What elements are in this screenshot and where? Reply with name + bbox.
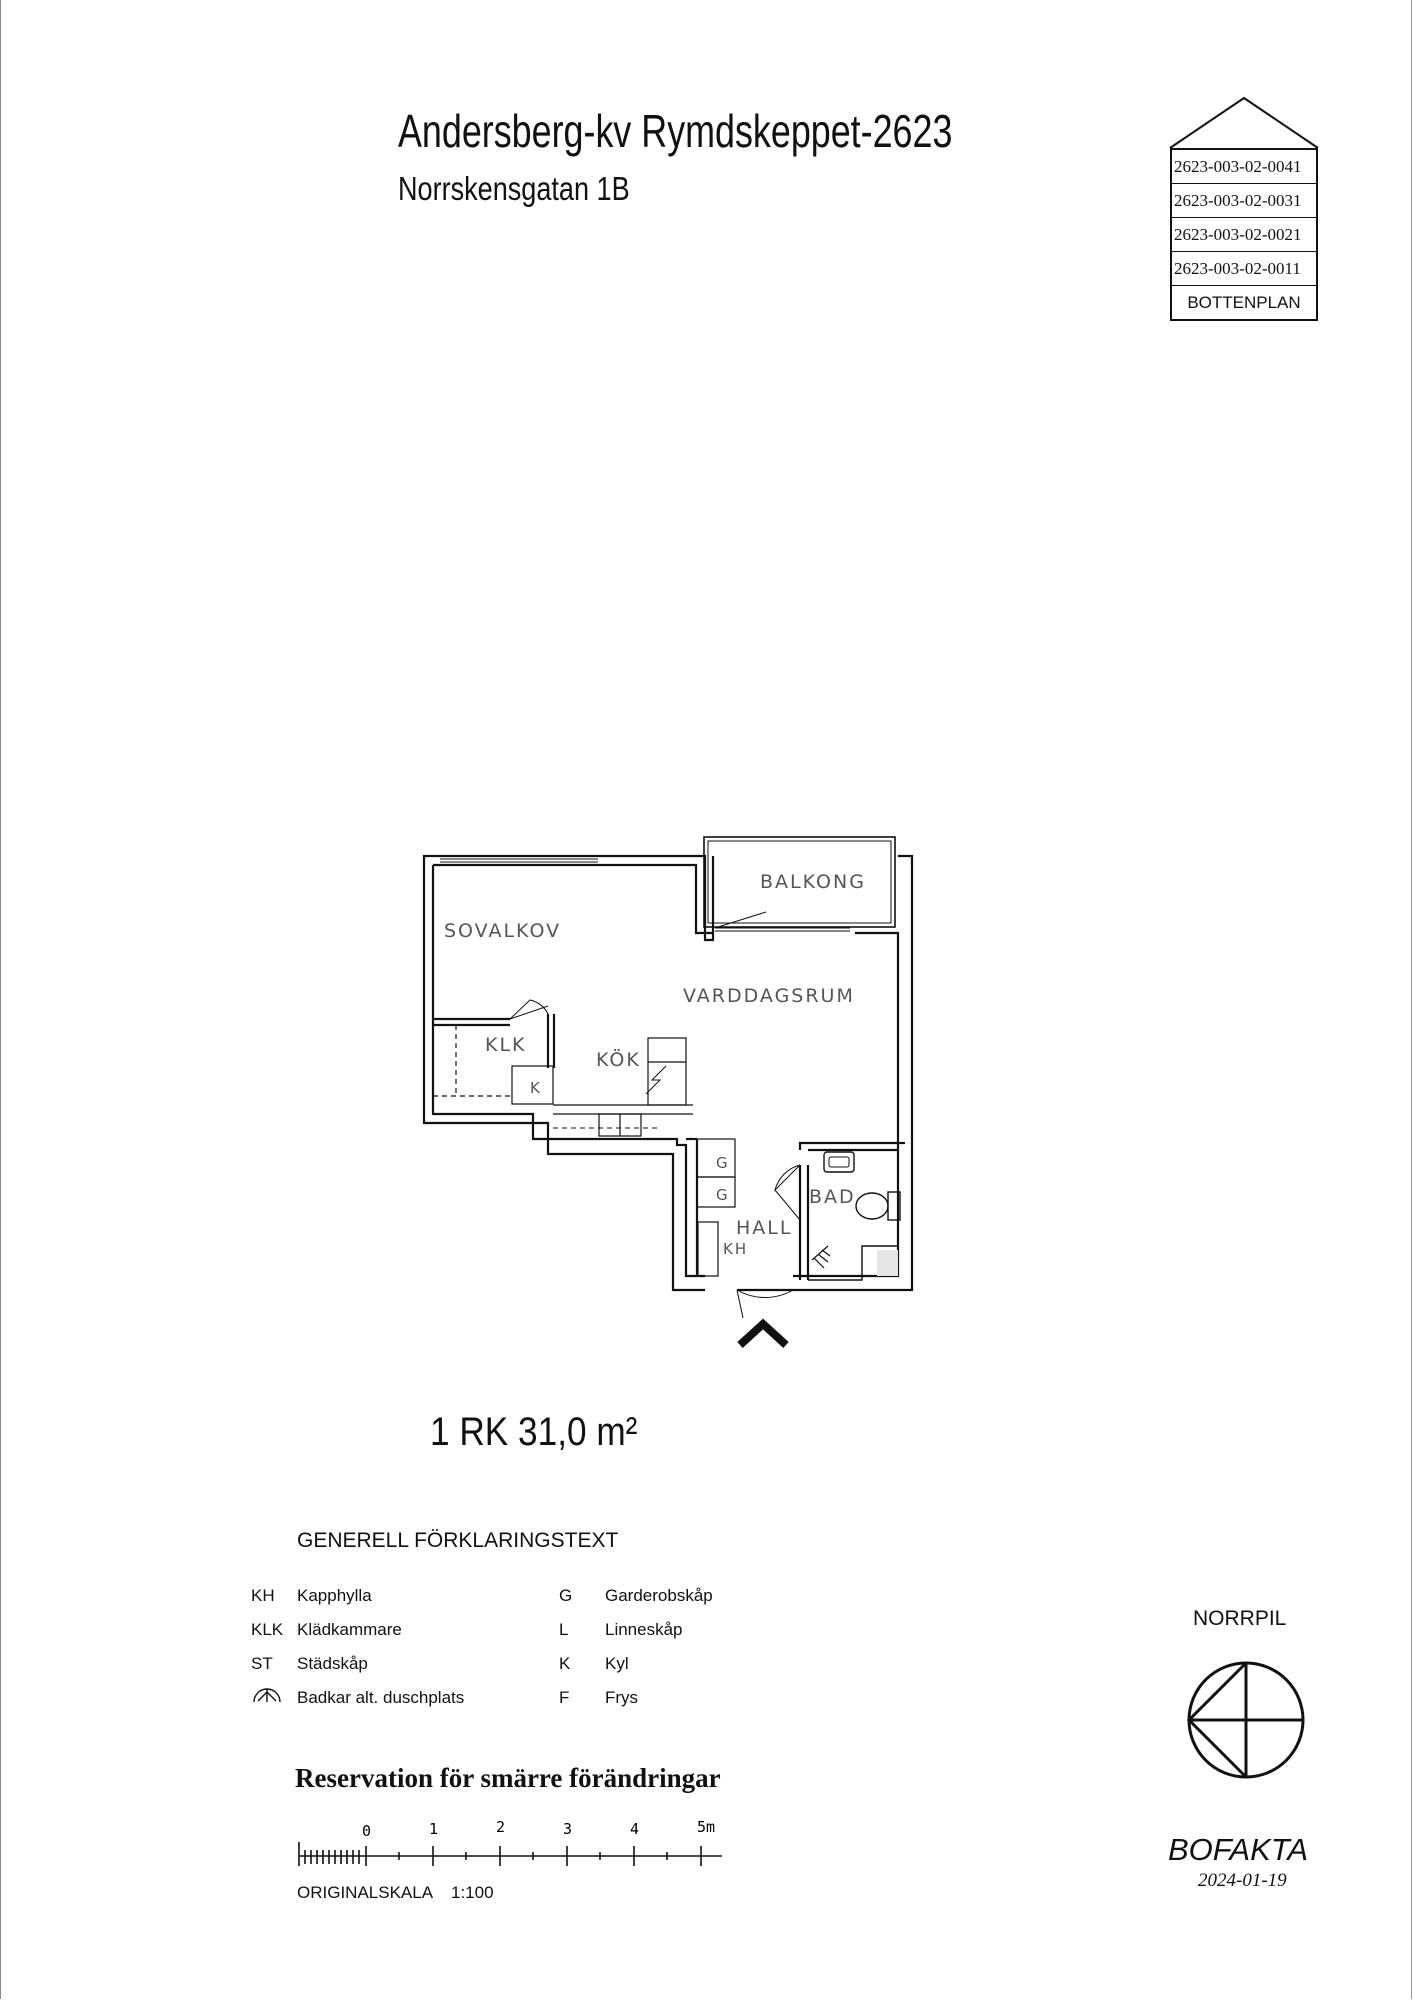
room-label-klk: KLK [485, 1034, 527, 1056]
scale-tick-label: 3 [563, 1820, 573, 1838]
legend-code: KH [251, 1586, 275, 1605]
brand-logo: BOFAKTA [1168, 1832, 1309, 1867]
legend-text: Garderobskåp [605, 1586, 713, 1605]
object-id: 2623-003-02-0041 [1172, 150, 1316, 184]
room-label-bad: BAD [809, 1186, 856, 1208]
room-label-hall: HALL [736, 1217, 793, 1239]
object-id: 2623-003-02-0011 [1172, 252, 1316, 286]
street-address: Norrskensgatan 1B [398, 170, 630, 207]
room-label-sovalkov: SOVALKOV [444, 920, 562, 942]
object-id: 2623-003-02-0031 [1172, 184, 1316, 218]
walls [424, 837, 912, 1318]
north-arrow-label: NORRPIL [1193, 1607, 1287, 1630]
scale-tick-label: 0 [362, 1822, 372, 1840]
property-title: Andersberg-kv Rymdskeppet-2623 [398, 105, 953, 157]
reservation-note: Reservation för smärre förändringar [295, 1763, 721, 1793]
room-label-balkong: BALKONG [760, 871, 866, 893]
drawing-date: 2024-01-19 [1198, 1870, 1287, 1891]
scale-tick-label: 1 [429, 1820, 439, 1838]
legend-code: L [559, 1620, 569, 1639]
bath-floor-shade [877, 1250, 898, 1276]
north-arrow-icon [1184, 1658, 1308, 1782]
legend-code: KLK [251, 1620, 284, 1639]
entrance-arrow-icon [740, 1324, 786, 1345]
legend-text: Linneskåp [605, 1620, 683, 1639]
object-id: 2623-003-02-0021 [1172, 218, 1316, 252]
scale-bar [290, 1812, 730, 1878]
legend-text: Kyl [605, 1654, 629, 1673]
room-label-kok: KÖK [596, 1049, 641, 1071]
scale-tick-label: 4 [630, 1820, 640, 1838]
scale-tick-label: 5m [697, 1818, 716, 1836]
floor-label: BOTTENPLAN [1187, 293, 1301, 312]
legend-text: Kapphylla [297, 1586, 372, 1605]
apartment-summary: 1 RK 31,0 m² [430, 1410, 638, 1454]
legend-text: Städskåp [297, 1654, 368, 1673]
legend-code: F [559, 1688, 570, 1707]
wardrobe-label: G [716, 1154, 730, 1172]
room-label-varddagsrum: VARDDAGSRUM [683, 985, 855, 1007]
legend-code: ST [251, 1654, 273, 1673]
scale-tick-label: 2 [496, 1818, 506, 1836]
legend-text: Badkar alt. duschplats [297, 1688, 465, 1707]
legend-text: Klädkammare [297, 1620, 402, 1639]
coat-rack-label: KH [723, 1240, 749, 1258]
legend-title: GENERELL FÖRKLARINGSTEXT [297, 1529, 619, 1552]
fridge-label: K [530, 1079, 542, 1097]
legend-text: Frys [605, 1688, 639, 1707]
wardrobe-label: G [716, 1186, 730, 1204]
legend-code: G [559, 1586, 573, 1605]
scale-caption: ORIGINALSKALA 1:100 [297, 1883, 494, 1902]
legend-code: K [559, 1654, 571, 1673]
shower-icon [252, 1686, 282, 1704]
